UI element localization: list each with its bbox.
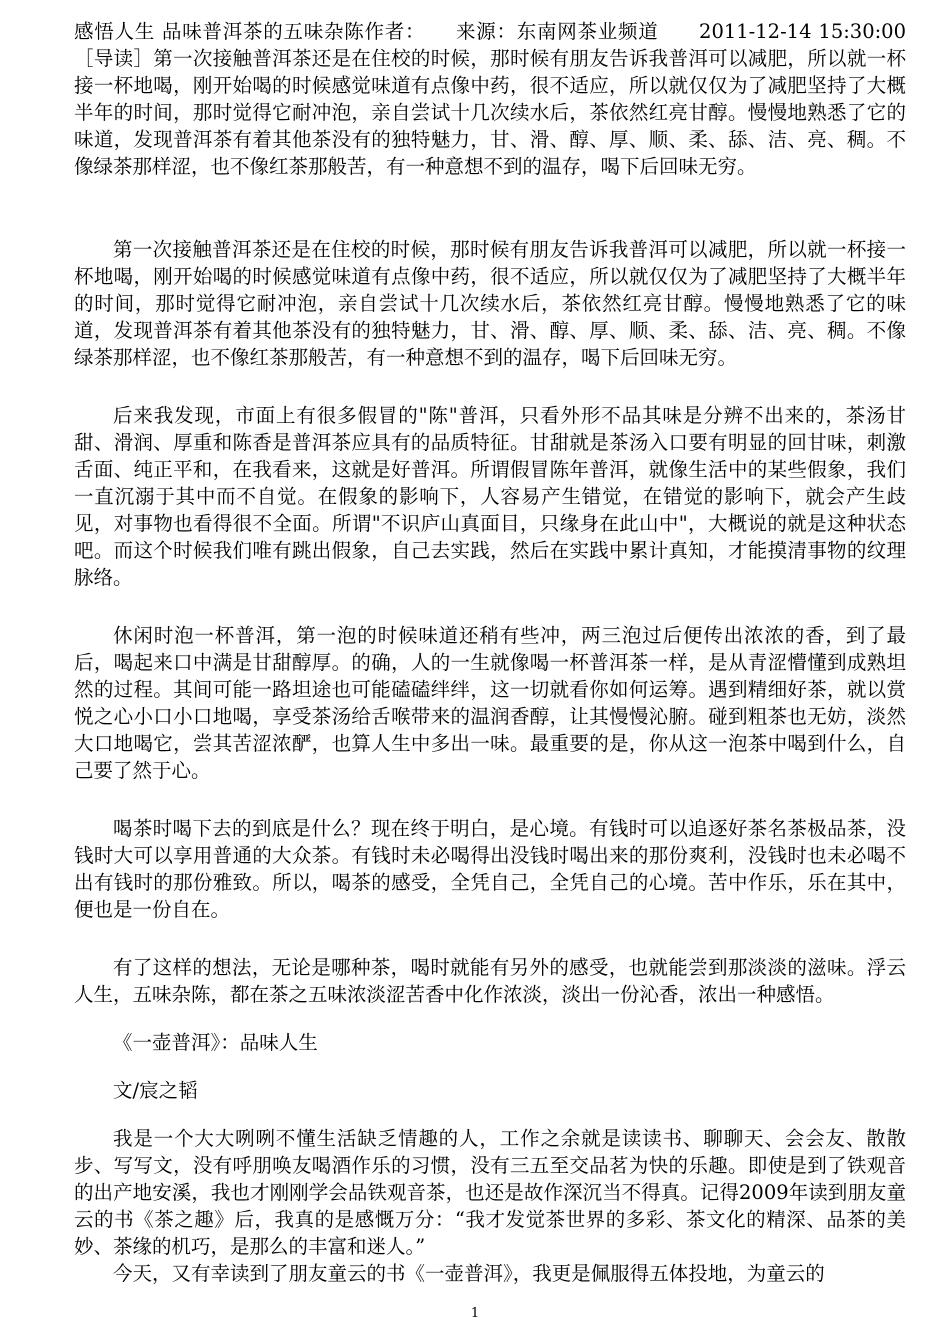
paragraph-conclusion: 有了这样的想法，无论是哪种茶，喝时就能有另外的感受，也就能尝到那淡淡的滋味。浮云人生，五味杂陈，都在茶之五味浓淡涩苦香中化作浓淡，淡出一份沁香，浓出一种感悟。 (74, 956, 906, 1006)
paragraph-mood: 喝茶时喝下去的到底是什么？现在终于明白，是心境。有钱时可以追逐好茶名茶极品茶，没钱时大可以享用普通的大众茶。有钱时未必喝得出没钱时喝出来的那份爽利，没钱时也未必喝不出有钱时的那份雅致。所以，喝茶的感受，全凭自己，全凭自己的心境。苦中作乐，乐在其中，便也是一份自在。 (74, 817, 906, 921)
article-header: 感悟人生 品味普洱茶的五味杂陈作者： 来源：东南网茶业频道 2011-12-14 15:30:00［导读］第一次接触普洱茶还是在住校的时候，那时候有朋友告诉我普洱可以减肥，所以就一杯接一杯地喝，刚开始喝的时候感觉味道有点像中药，很不适应，所以就仅仅为了减肥坚持了大概半年的时间，那时觉得它耐冲泡，亲自尝试十几次续水后，茶依然红亮甘醇。慢慢地熟悉了它的味道，发现普洱茶有着其他茶没有的独特魅力，甘、滑、醇、厚、顺、柔、舔、洁、亮、稠。不像绿茶那样涩，也不像红茶那般苦，有一种意想不到的温存，喝下后回味无穷。 (74, 20, 906, 178)
document-page (74, 18, 906, 1287)
author-line: 文/宸之韬 (113, 1079, 198, 1102)
paragraph-fake-puer: 后来我发现，市面上有很多假冒的"陈"普洱，只看外形不品其味是分辨不出来的，茶汤甘甜、滑润、厚重和陈香是普洱茶应具有的品质特征。甘甜就是茶汤入口要有明显的回甘味，刺激舌面、纯正平和，在我看来，这就是好普洱。所谓假冒陈年普洱，就像生活中的某些假象，我们一直沉溺于其中而不自觉。在假象的影响下，人容易产生错觉，在错觉的影响下，就会产生歧见，对事物也看得很不全面。所谓"不识庐山真面目，只缘身在此山中"，大概说的就是这种状态吧。而这个时候我们唯有跳出假象，自己去实践，然后在实践中累计真知，才能摸清事物的纹理脉络。 (74, 404, 906, 589)
book-title: 《一壶普洱》：品味人生 (113, 1031, 318, 1054)
paragraph-last: 今天，又有幸读到了朋友童云的书《一壶普洱》，我更是佩服得五体投地，为童云的 (113, 1262, 825, 1285)
paragraph-intro: 第一次接触普洱茶还是在住校的时候，那时候有朋友告诉我普洱可以减肥，所以就一杯接一杯地喝，刚开始喝的时候感觉味道有点像中药，很不适应，所以就仅仅为了减肥坚持了大概半年的时间，那时觉得它耐冲泡，亲自尝试十几次续水后，茶依然红亮甘醇。慢慢地熟悉了它的味道，发现普洱茶有着其他茶没有的独特魅力，甘、滑、醇、厚、顺、柔、舔、洁、亮、稠。不像绿茶那样涩，也不像红茶那般苦，有一种意想不到的温存，喝下后回味无穷。 (74, 238, 906, 369)
page-number: 1 (470, 1306, 480, 1321)
paragraph-leisure: 休闲时泡一杯普洱，第一泡的时候味道还稍有些冲，两三泡过后便传出浓浓的香，到了最后，喝起来口中满是甘甜醇厚。的确，人的一生就像喝一杯普洱茶一样，是从青涩懵懂到成熟坦然的过程。其间可能一路坦途也可能磕磕绊绊，这一切就看你如何运筹。遇到精细好茶，就以赏悦之心小口小口地喝，享受茶汤给舌喉带来的温润香醇，让其慢慢沁腑。碰到粗茶也无妨，淡然大口地喝它，尝其苦涩浓酽，也算人生中多出一味。最重要的是，你从这一泡茶中喝到什么，自己要了然于心。 (74, 624, 906, 782)
paragraph-review: 我是一个大大咧咧不懂生活缺乏情趣的人，工作之余就是读读书、聊聊天、会会友、散散步、写写文，没有呼朋唤友喝酒作乐的习惯，没有三五至交品茗为快的乐趣。即使是到了铁观音的出产地安溪，我也才刚刚学会品铁观音茶，也还是故作深沉当不得真。记得2009年读到朋友童云的书《茶之趣》后，我真的是感慨万分：“我才发觉茶世界的多彩、茶文化的精深、品茶的美妙、茶缘的机巧，是那么的丰富和迷人。” (74, 1127, 906, 1258)
